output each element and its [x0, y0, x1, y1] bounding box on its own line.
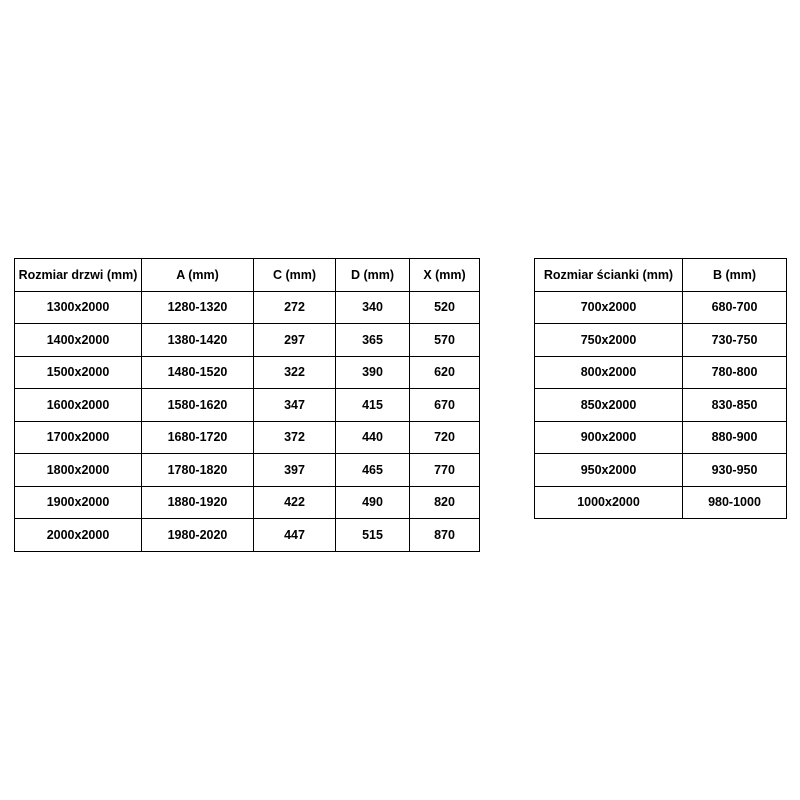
- cell-wall-size: 800x2000: [535, 356, 683, 389]
- cell-b: 880-900: [683, 421, 787, 454]
- cell-x: 720: [410, 421, 480, 454]
- table-row: [535, 324, 787, 357]
- table-row: [15, 291, 480, 324]
- cell-d: 490: [336, 486, 410, 519]
- cell-door-size: 1600x2000: [15, 389, 142, 422]
- table-header-row: [15, 259, 480, 292]
- table-row: [15, 356, 480, 389]
- table-header-row: [535, 259, 787, 292]
- cell-a: 1380-1420: [142, 324, 254, 357]
- cell-x: 770: [410, 454, 480, 487]
- column-header-d: D (mm): [336, 259, 410, 292]
- table-row: [15, 389, 480, 422]
- cell-d: 515: [336, 519, 410, 552]
- table-row: [535, 389, 787, 422]
- table-row: [535, 356, 787, 389]
- cell-c: 322: [254, 356, 336, 389]
- cell-a: 1980-2020: [142, 519, 254, 552]
- cell-x: 620: [410, 356, 480, 389]
- cell-c: 422: [254, 486, 336, 519]
- cell-wall-size: 750x2000: [535, 324, 683, 357]
- walls-dimensions-table: [534, 258, 787, 519]
- doors-dimensions-table: [14, 258, 480, 552]
- column-header-b: B (mm): [683, 259, 787, 292]
- cell-wall-size: 900x2000: [535, 421, 683, 454]
- table-row: [15, 454, 480, 487]
- cell-wall-size: 700x2000: [535, 291, 683, 324]
- cell-x: 870: [410, 519, 480, 552]
- table-row: [535, 454, 787, 487]
- cell-x: 570: [410, 324, 480, 357]
- table-row: [535, 291, 787, 324]
- cell-x: 820: [410, 486, 480, 519]
- cell-a: 1880-1920: [142, 486, 254, 519]
- column-header-wall-size: Rozmiar ścianki (mm): [535, 259, 683, 292]
- table-row: [15, 486, 480, 519]
- cell-c: 272: [254, 291, 336, 324]
- table-row: [15, 324, 480, 357]
- cell-c: 397: [254, 454, 336, 487]
- cell-b: 730-750: [683, 324, 787, 357]
- column-header-x: X (mm): [410, 259, 480, 292]
- cell-door-size: 1700x2000: [15, 421, 142, 454]
- cell-wall-size: 950x2000: [535, 454, 683, 487]
- cell-b: 680-700: [683, 291, 787, 324]
- cell-b: 980-1000: [683, 486, 787, 519]
- cell-d: 340: [336, 291, 410, 324]
- cell-d: 365: [336, 324, 410, 357]
- cell-a: 1780-1820: [142, 454, 254, 487]
- column-header-a: A (mm): [142, 259, 254, 292]
- cell-d: 465: [336, 454, 410, 487]
- cell-d: 390: [336, 356, 410, 389]
- table-row: [15, 421, 480, 454]
- cell-door-size: 1500x2000: [15, 356, 142, 389]
- column-header-door-size: Rozmiar drzwi (mm): [15, 259, 142, 292]
- table-row: [535, 421, 787, 454]
- cell-a: 1280-1320: [142, 291, 254, 324]
- cell-a: 1680-1720: [142, 421, 254, 454]
- cell-door-size: 1300x2000: [15, 291, 142, 324]
- table-row: [535, 486, 787, 519]
- cell-c: 347: [254, 389, 336, 422]
- cell-door-size: 1800x2000: [15, 454, 142, 487]
- cell-c: 372: [254, 421, 336, 454]
- cell-door-size: 1400x2000: [15, 324, 142, 357]
- cell-b: 930-950: [683, 454, 787, 487]
- walls-table-container: [534, 258, 787, 519]
- cell-b: 780-800: [683, 356, 787, 389]
- cell-a: 1580-1620: [142, 389, 254, 422]
- cell-a: 1480-1520: [142, 356, 254, 389]
- cell-b: 830-850: [683, 389, 787, 422]
- cell-wall-size: 1000x2000: [535, 486, 683, 519]
- cell-wall-size: 850x2000: [535, 389, 683, 422]
- cell-c: 447: [254, 519, 336, 552]
- cell-d: 440: [336, 421, 410, 454]
- cell-x: 670: [410, 389, 480, 422]
- cell-door-size: 2000x2000: [15, 519, 142, 552]
- table-row: [15, 519, 480, 552]
- cell-x: 520: [410, 291, 480, 324]
- cell-door-size: 1900x2000: [15, 486, 142, 519]
- cell-d: 415: [336, 389, 410, 422]
- doors-table-container: [14, 258, 480, 552]
- column-header-c: C (mm): [254, 259, 336, 292]
- cell-c: 297: [254, 324, 336, 357]
